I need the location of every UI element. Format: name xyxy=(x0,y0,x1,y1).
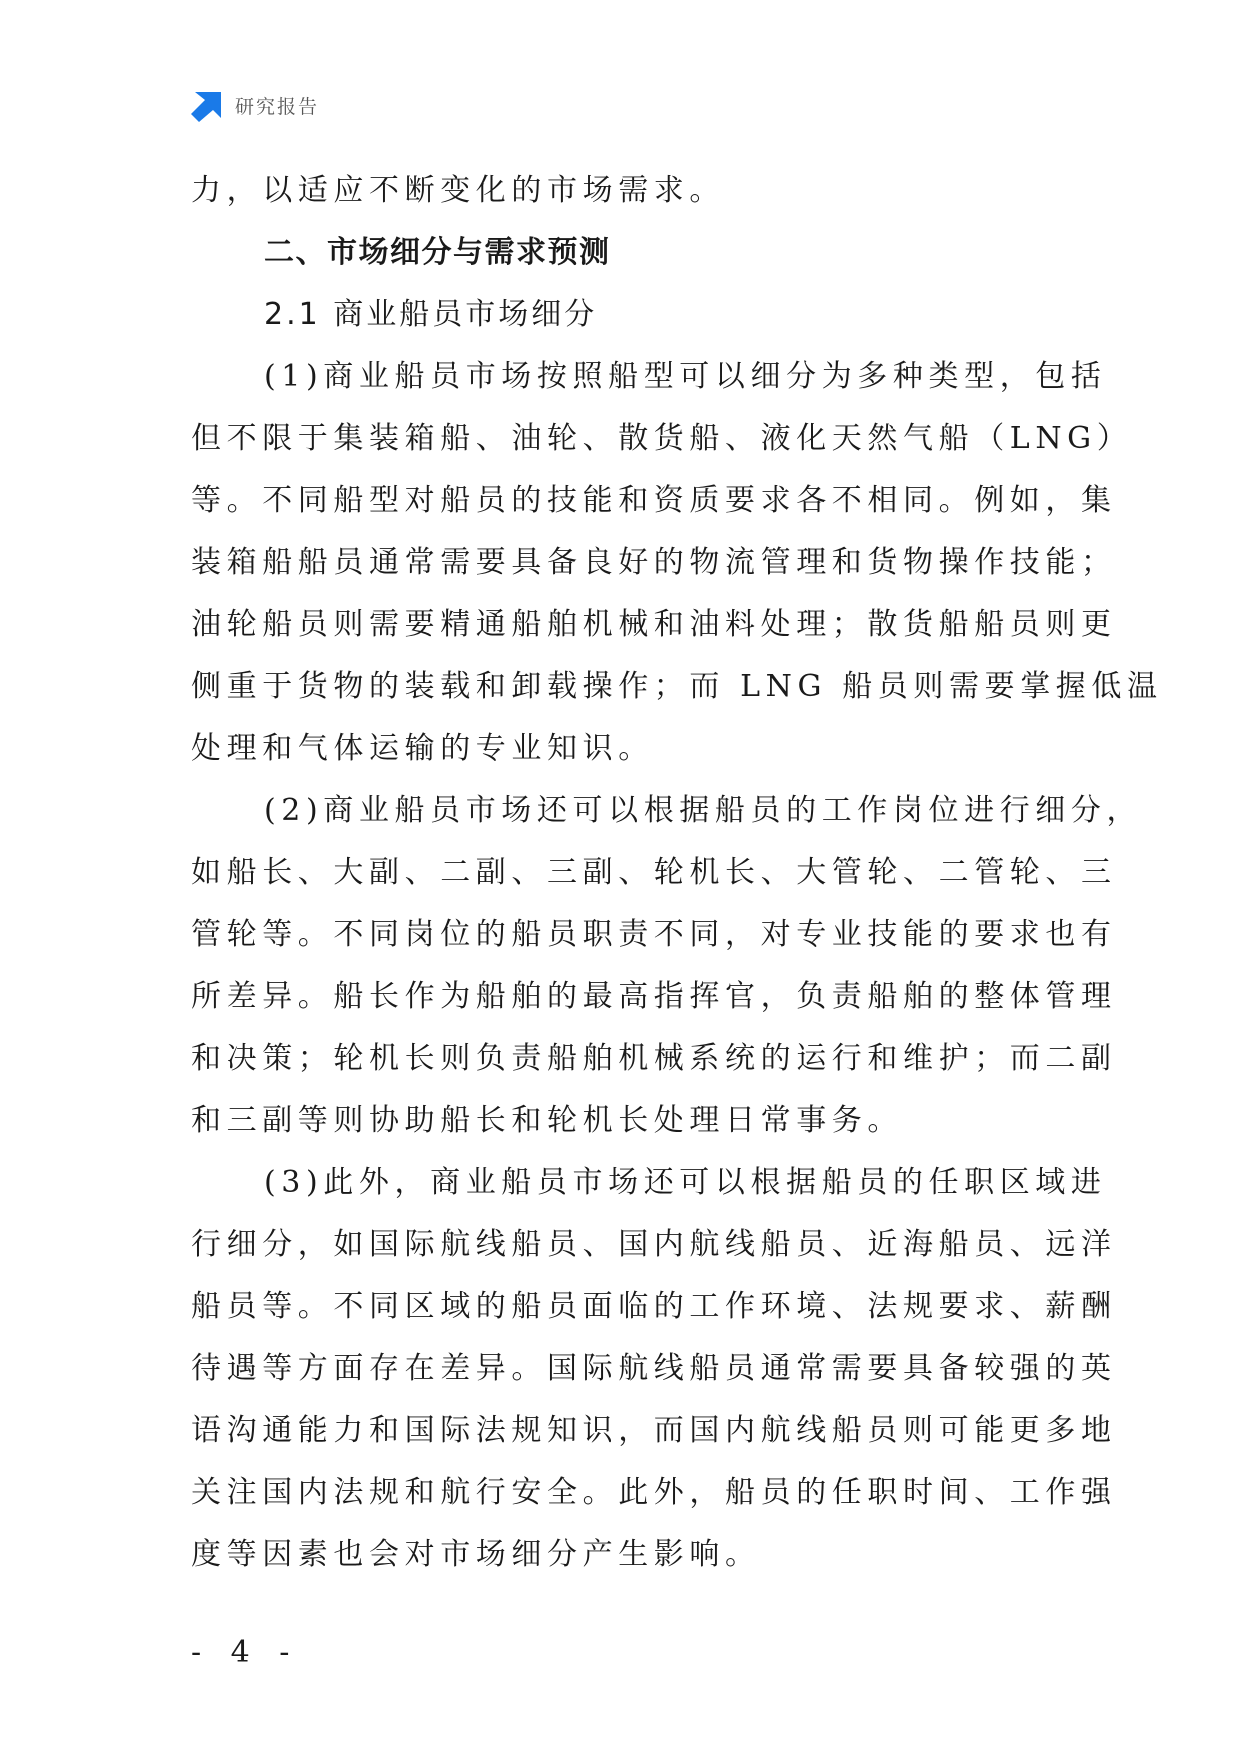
paragraph-line: 装箱船船员通常需要具备良好的物流管理和货物操作技能； xyxy=(191,545,1117,580)
paragraph-line: 所差异。船长作为船舶的最高指挥官，负责船舶的整体管理 xyxy=(191,979,1117,1014)
paragraph-line: (3)此外，商业船员市场还可以根据船员的任职区域进 xyxy=(264,1165,1107,1200)
arrow-up-right-icon xyxy=(191,88,225,122)
paragraph-line: 如船长、大副、二副、三副、轮机长、大管轮、二管轮、三 xyxy=(191,855,1117,890)
subsection-heading: 2.1 商业船员市场细分 xyxy=(264,297,598,332)
paragraph-line: (1)商业船员市场按照船型可以细分为多种类型，包括 xyxy=(264,359,1107,394)
paragraph-line: 关注国内法规和航行安全。此外，船员的任职时间、工作强 xyxy=(191,1475,1117,1510)
paragraph-line: 但不限于集装箱船、油轮、散货船、液化天然气船（LNG） xyxy=(191,421,1133,456)
paragraph-line: 度等因素也会对市场细分产生影响。 xyxy=(191,1537,761,1572)
paragraph-line: 管轮等。不同岗位的船员职责不同，对专业技能的要求也有 xyxy=(191,917,1117,952)
header-label: 研究报告 xyxy=(235,95,320,118)
page-header xyxy=(191,88,319,122)
paragraph-line: 语沟通能力和国际法规知识，而国内航线船员则可能更多地 xyxy=(191,1413,1117,1448)
paragraph-line: 油轮船员则需要精通船舶机械和油料处理；散货船船员则更 xyxy=(191,607,1117,642)
paragraph-line: 处理和气体运输的专业知识。 xyxy=(191,731,654,766)
paragraph-line: 侧重于货物的装载和卸载操作；而 LNG 船员则需要掌握低温 xyxy=(191,669,1163,704)
paragraph-line: 等。不同船型对船员的技能和资质要求各不相同。例如，集 xyxy=(191,483,1117,518)
paragraph-line: 和决策；轮机长则负责船舶机械系统的运行和维护；而二副 xyxy=(191,1041,1117,1076)
paragraph-line: 待遇等方面存在差异。国际航线船员通常需要具备较强的英 xyxy=(191,1351,1117,1386)
paragraph-line: (2)商业船员市场还可以根据船员的工作岗位进行细分， xyxy=(264,793,1143,828)
paragraph-line: 船员等。不同区域的船员面临的工作环境、法规要求、薪酬 xyxy=(191,1289,1117,1324)
section-heading: 二、市场细分与需求预测 xyxy=(264,235,611,270)
page-number: - 4 - xyxy=(191,1635,300,1670)
document-body xyxy=(191,160,1163,1586)
paragraph-line: 和三副等则协助船长和轮机长处理日常事务。 xyxy=(191,1103,903,1138)
body-line: 力，以适应不断变化的市场需求。 xyxy=(191,173,725,208)
paragraph-line: 行细分，如国际航线船员、国内航线船员、近海船员、远洋 xyxy=(191,1227,1117,1262)
